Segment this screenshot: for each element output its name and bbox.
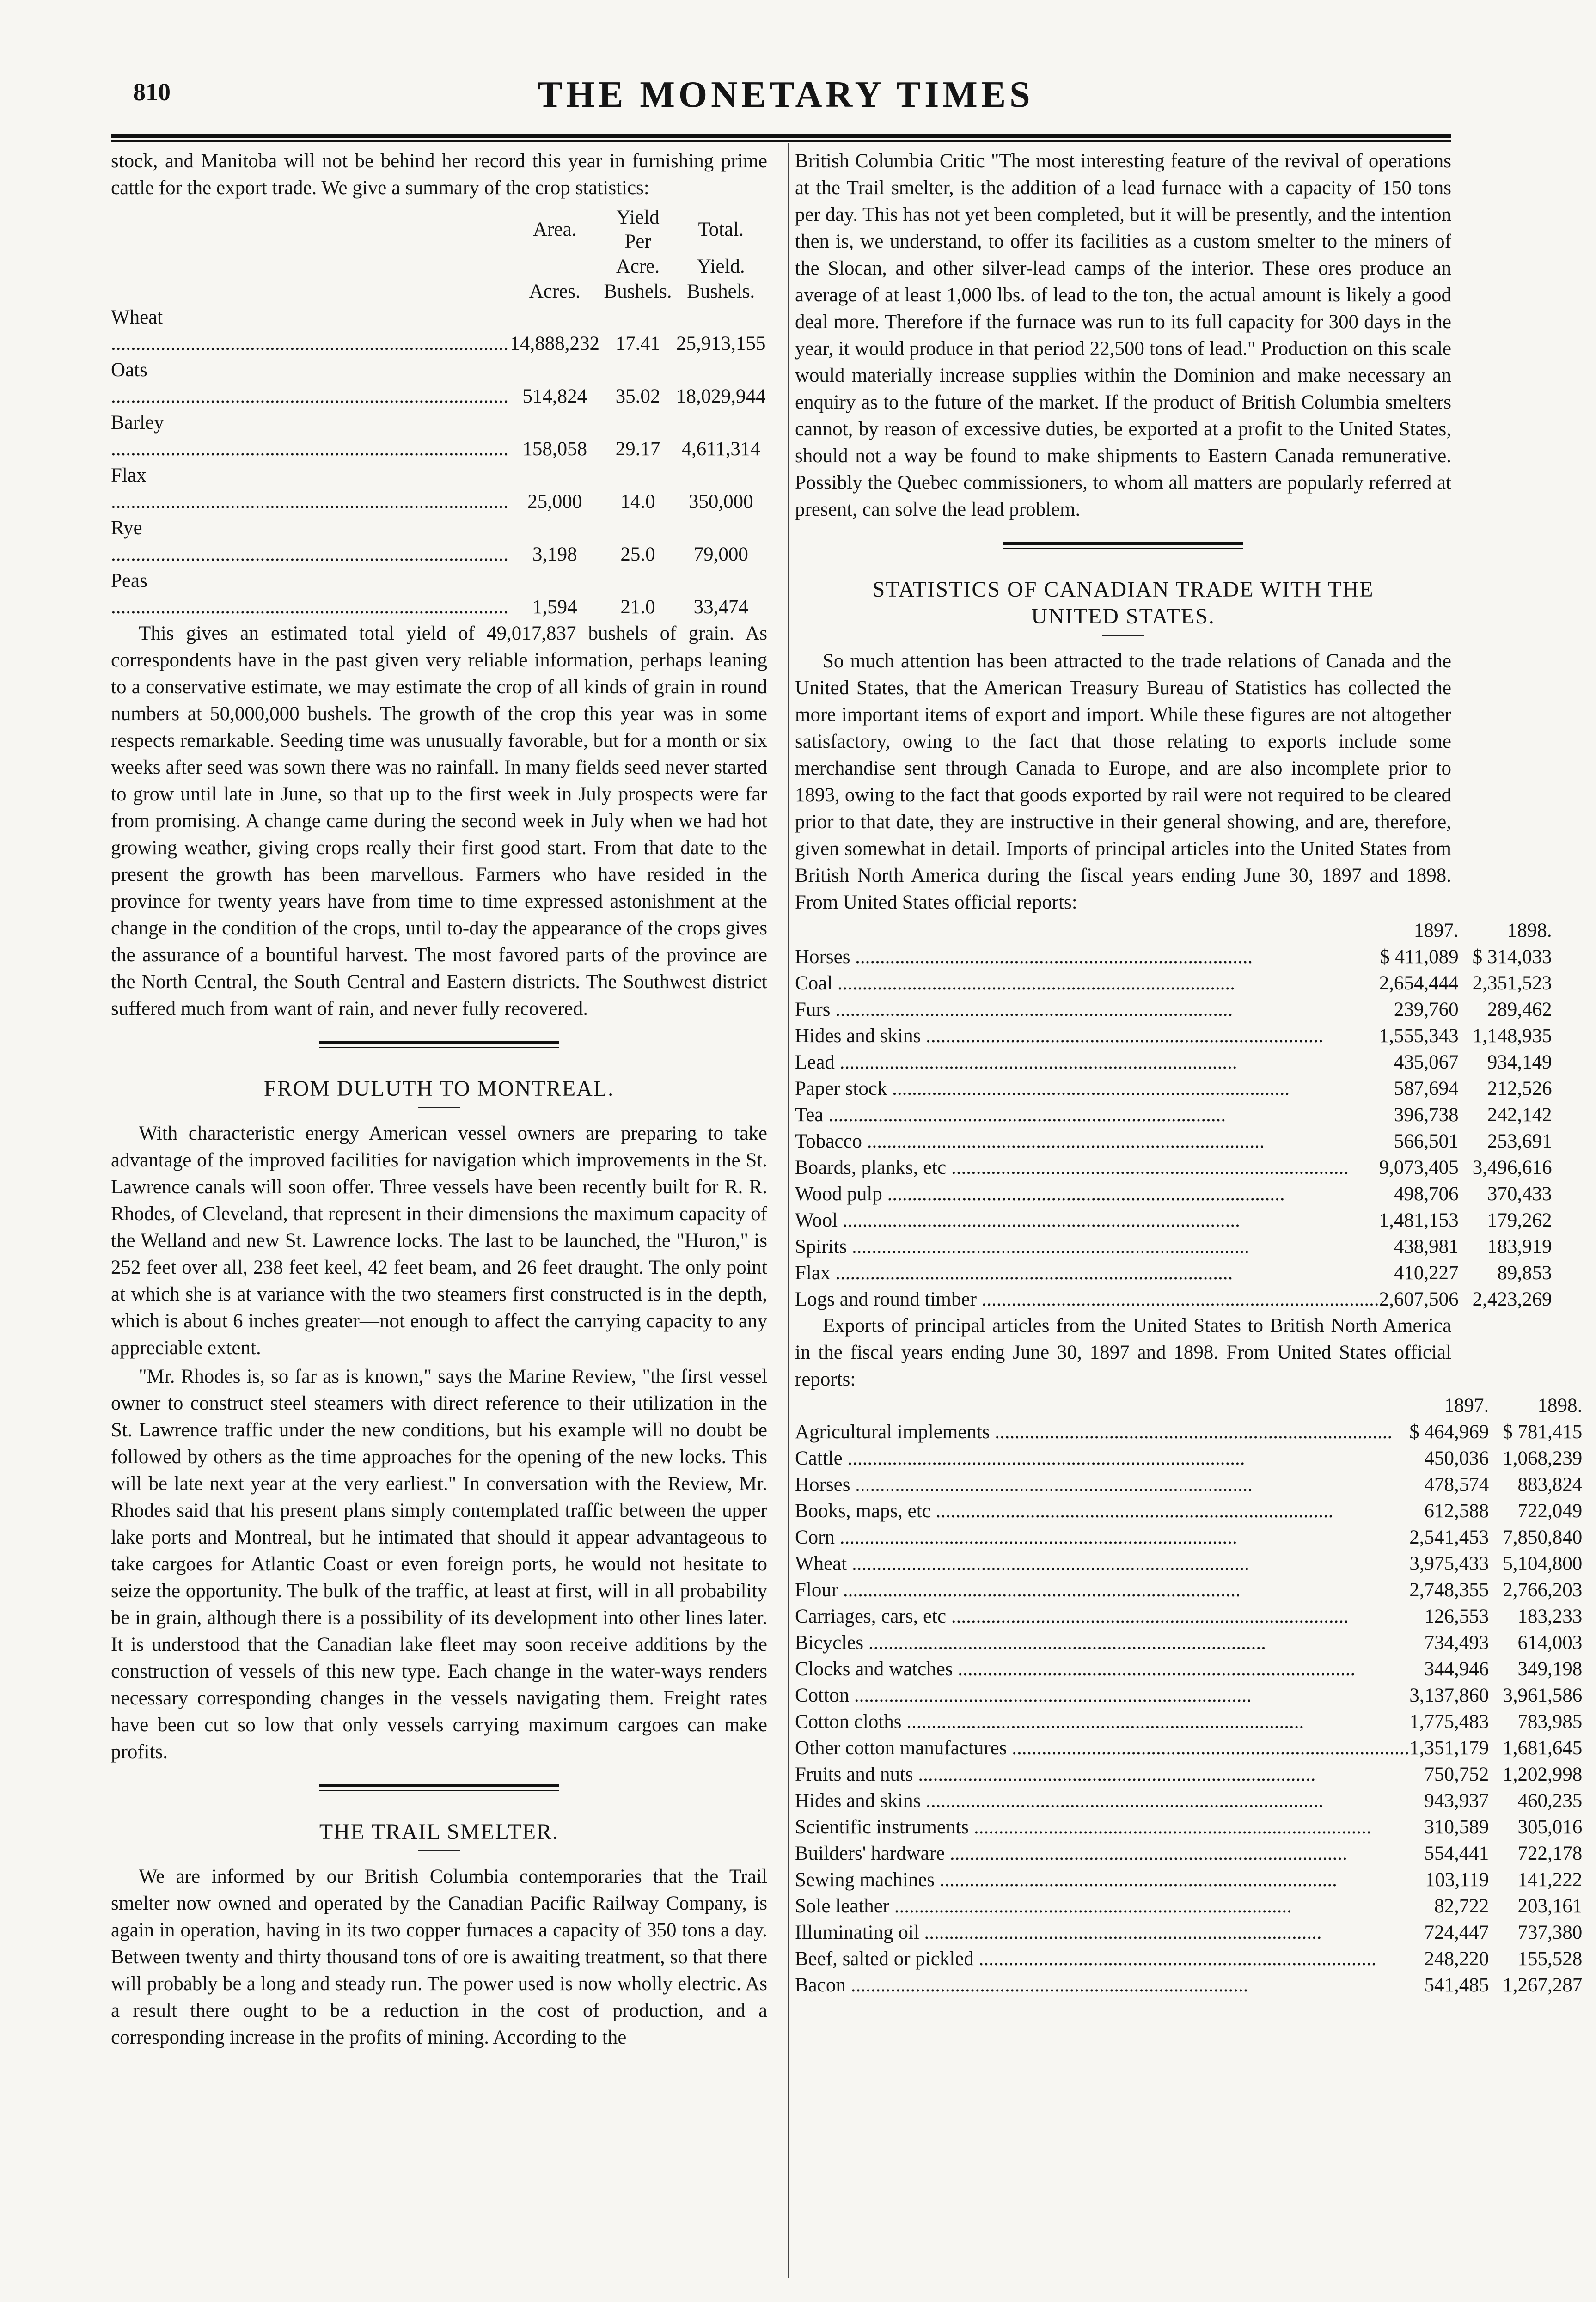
exports-value-1897: 554,441: [1424, 1843, 1489, 1864]
imports-value-1898: 1,148,935: [1472, 1025, 1552, 1047]
crop-name: Barley ................................................................................: [111, 412, 508, 460]
imports-row: [795, 1260, 1566, 1286]
exports-value-1898: 1,202,998: [1503, 1764, 1583, 1785]
heading-rule: [418, 1850, 460, 1851]
imports-row: [795, 996, 1566, 1023]
imports-header-row: [795, 918, 1566, 944]
imports-value-1897: 2,654,444: [1379, 972, 1459, 994]
imports-item: Wood pulp ................................................................................: [795, 1183, 1285, 1205]
exports-item: Cattle ................................................................................: [795, 1447, 1245, 1469]
exports-value-1898: 722,049: [1517, 1500, 1583, 1522]
exports-value-1898: 7,850,840: [1503, 1527, 1583, 1548]
crop-col-total: Total.: [698, 219, 744, 240]
exports-item: Cotton ................................................................................: [795, 1685, 1252, 1706]
exports-value-1898: 305,016: [1517, 1816, 1583, 1838]
exports-year-1897: 1897.: [1444, 1395, 1489, 1417]
crop-paragraph: This gives an estimated total yield of 49,017,837 bushels of grain. As correspondents have in the past given very reliable information, perhaps leaning to a conservative estimate, we may estimate the crop of all kinds of grain in round numbers at 50,000,000 bushels. The growth of the crop this year was in some respects remarkable. Seeding time was unusually favorable, but for a month or six weeks after seed was sown there was no rainfall. In many fields seed never started to grow until late in June, so that up to the first week in July prospects were far from promising. A change came during the second week in July when we had hot growing weather, giving crops really their first good start. From that date to the present the growth has been marvellous. Farmers who have resided in the province for twenty years have from time to time expressed astonishment at the change in the condition of the crops, until to-day the appearance of the crops gives the assurance of a bountiful harvest. The most favored parts of the province are the North Central, the South Central and Eastern districts. The Southwest district suffered much from want of rain, and never fully recovered.: [111, 623, 767, 1020]
crop-unit: Acres.: [529, 281, 581, 302]
imports-row: [795, 1154, 1566, 1181]
imports-item: Boards, planks, etc ................................................................................: [795, 1157, 1349, 1178]
imports-item: Wool ................................................................................: [795, 1209, 1240, 1231]
exports-row: [795, 1630, 1596, 1656]
trail-heading: THE TRAIL SMELTER.: [319, 1820, 559, 1844]
trail-continued-paragraph: British Columbia Critic "The most interesting feature of the revival of operations at the Trail smelter, is the addition of a lead furnace with a capacity of 150 tons per day. This has not yet been completed, but it will be presently, and the intention then is, we understand, to offer its facilities as a custom smelter to the miners of the Slocan, and other silver-lead camps of the interior. These ores produce an average of at least 1,000 lbs. of lead to the ton, the actual amount is likely a good deal more. Therefore if the furnace was run to its full capacity for 300 days in the year, it would produce in that period 22,500 tons of lead." Production on this scale would materially increase supplies within the Dominion and make necessary an enquiry as to the future of the market. If the product of British Columbia smelters cannot, by reason of excessive duties, be exported at a profit to the United States, should not a way be found to make shipments to Eastern Canada remunerative. Possibly the Quebec commissioners, to whom all matters are popularly referred at present, can solve the lead problem.: [795, 150, 1451, 520]
exports-item: Carriages, cars, etc ................................................................................: [795, 1606, 1349, 1627]
exports-row: [795, 1972, 1596, 1998]
right-column: [795, 148, 1583, 1998]
exports-item: Other cotton manufactures ................................................................................: [795, 1737, 1410, 1759]
exports-row: [795, 1761, 1596, 1788]
imports-value-1897: 438,981: [1394, 1236, 1459, 1258]
exports-value-1897: 103,119: [1425, 1869, 1489, 1891]
imports-row: [795, 1181, 1566, 1207]
duluth-heading: FROM DULUTH TO MONTREAL.: [263, 1076, 615, 1101]
imports-value-1898: 212,526: [1487, 1078, 1552, 1099]
crop-units-row: [111, 279, 767, 304]
statistics-paragraph: So much attention has been attracted to the trade relations of Canada and the United States, that the American Treasury Bureau of Statistics has collected the more important items of export and import. While these figures are not altogether satisfactory, owing to the fact that those relating to exports include some merchandise sent through Canada to Europe, and are also incomplete prior to 1893, owing to the fact that goods exported by rail were not required to be cleared prior to that date, they are instructive in their general showing, and are, therefore, given somewhat in detail. Imports of principal articles into the United States from British North America during the fiscal years ending June 30, 1897 and 1898. From United States official reports:: [795, 650, 1451, 913]
crop-name: Oats ................................................................................: [111, 359, 508, 407]
exports-row: [795, 1840, 1596, 1867]
exports-value-1898: 203,161: [1517, 1895, 1583, 1917]
crop-subheader: [508, 254, 601, 279]
imports-value-1898: $ 314,033: [1472, 946, 1552, 968]
imports-year-1897: 1897.: [1413, 920, 1459, 941]
crop-area: 1,594: [532, 596, 577, 618]
exports-row: [795, 1788, 1596, 1814]
imports-item: Furs ................................................................................: [795, 999, 1233, 1020]
exports-item: Builders' hardware ................................................................................: [795, 1843, 1347, 1864]
crop-subheader: Acre.: [616, 256, 660, 277]
crop-name: Peas ................................................................................: [111, 570, 508, 618]
imports-value-1898: 370,433: [1487, 1183, 1552, 1205]
imports-row: [795, 1023, 1566, 1049]
heading-rule: [1102, 635, 1144, 636]
crop-header-row: [111, 205, 767, 254]
exports-value-1898: 614,003: [1517, 1632, 1583, 1654]
crop-name: Wheat ................................................................................: [111, 306, 508, 354]
exports-item: Corn ................................................................................: [795, 1527, 1237, 1548]
crop-col-area: Area.: [533, 219, 577, 240]
exports-value-1897: 82,722: [1434, 1895, 1489, 1917]
exports-value-1898: 883,824: [1517, 1474, 1583, 1496]
crop-row: [111, 462, 767, 515]
imports-row: [795, 944, 1566, 970]
imports-value-1897: 1,481,153: [1379, 1209, 1459, 1231]
exports-value-1898: 5,104,800: [1503, 1553, 1583, 1575]
left-column: [111, 148, 767, 2051]
crop-area: 514,824: [522, 385, 587, 407]
imports-item: Spirits ................................................................................: [795, 1236, 1250, 1258]
exports-value-1897: 310,589: [1424, 1816, 1489, 1838]
imports-value-1897: 396,738: [1394, 1104, 1459, 1126]
crop-subheader: Yield.: [697, 256, 745, 277]
exports-item: Sewing machines ................................................................................: [795, 1869, 1337, 1891]
crop-area: 158,058: [522, 438, 587, 460]
crop-col-yield: Yield Per: [616, 207, 660, 252]
imports-value-1897: 587,694: [1394, 1078, 1459, 1099]
imports-value-1897: 566,501: [1394, 1130, 1459, 1152]
imports-value-1898: 89,853: [1497, 1262, 1552, 1284]
imports-value-1897: 2,607,506: [1379, 1288, 1459, 1310]
crop-yield: 17.41: [615, 333, 660, 354]
intro-paragraph: stock, and Manitoba will not be behind her record this year in furnishing prime cattle for the export trade. We give a summary of the crop statistics:: [111, 150, 767, 199]
exports-item: Wheat ................................................................................: [795, 1553, 1249, 1575]
crop-total: 350,000: [688, 491, 753, 513]
imports-row: [795, 1233, 1566, 1260]
crop-area: 3,198: [532, 543, 577, 565]
exports-item: Sole leather ................................................................................: [795, 1895, 1292, 1917]
header-rule-thin: [111, 140, 1451, 142]
crop-row: [111, 304, 767, 357]
exports-row: [795, 1472, 1596, 1498]
imports-item: Tea ................................................................................: [795, 1104, 1226, 1126]
crop-row: [111, 515, 767, 568]
exports-item: Scientific instruments ................................................................................: [795, 1816, 1371, 1838]
page-number: 810: [133, 78, 171, 106]
exports-value-1897: 541,485: [1424, 1974, 1489, 1996]
imports-value-1897: 9,073,405: [1379, 1157, 1459, 1178]
exports-row: [795, 1893, 1596, 1919]
crop-yield: 35.02: [615, 385, 660, 407]
imports-item: Hides and skins ................................................................................: [795, 1025, 1324, 1047]
header-rule: [111, 134, 1451, 138]
exports-row: [795, 1577, 1596, 1603]
imports-item: Lead ................................................................................: [795, 1051, 1237, 1073]
crop-total: 79,000: [693, 543, 748, 565]
crop-total: 25,913,155: [676, 333, 766, 354]
exports-value-1897: 612,588: [1424, 1500, 1489, 1522]
crop-header-row-2: [111, 254, 767, 279]
exports-table: [795, 1393, 1596, 1998]
crop-yield: 25.0: [620, 543, 655, 565]
imports-table: [795, 918, 1566, 1313]
crop-total: 33,474: [693, 596, 748, 618]
exports-value-1897: 478,574: [1424, 1474, 1489, 1496]
crop-row: [111, 357, 767, 409]
imports-value-1897: 435,067: [1394, 1051, 1459, 1073]
imports-row: [795, 1075, 1566, 1102]
imports-value-1898: 179,262: [1487, 1209, 1552, 1231]
imports-value-1898: 3,496,616: [1472, 1157, 1552, 1178]
exports-value-1897: 450,036: [1424, 1447, 1489, 1469]
section-separator: [319, 1041, 559, 1048]
exports-value-1898: 3,961,586: [1503, 1685, 1583, 1706]
exports-value-1898: 1,681,645: [1503, 1737, 1583, 1759]
exports-value-1898: 1,267,287: [1503, 1974, 1583, 1996]
exports-item: Fruits and nuts ................................................................................: [795, 1764, 1316, 1785]
exports-row: [795, 1919, 1596, 1946]
exports-value-1897: 3,975,433: [1409, 1553, 1489, 1575]
imports-value-1897: 1,555,343: [1379, 1025, 1459, 1047]
exports-item: Bacon ................................................................................: [795, 1974, 1248, 1996]
exports-header-row: [795, 1393, 1596, 1419]
imports-item: Logs and round timber ................................................................................: [795, 1288, 1379, 1310]
exports-value-1898: $ 781,415: [1503, 1421, 1583, 1443]
exports-row: [795, 1867, 1596, 1893]
crop-row: [111, 409, 767, 462]
exports-row: [795, 1656, 1596, 1682]
exports-row: [795, 1946, 1596, 1972]
exports-value-1897: $ 464,969: [1409, 1421, 1489, 1443]
imports-value-1898: 934,149: [1487, 1051, 1552, 1073]
exports-row: [795, 1445, 1596, 1472]
section-separator: [1003, 542, 1243, 549]
exports-row: [795, 1603, 1596, 1630]
crop-yield: 14.0: [620, 491, 655, 513]
exports-value-1897: 248,220: [1424, 1948, 1489, 1970]
imports-value-1897: 410,227: [1394, 1262, 1459, 1284]
imports-item: Flax ................................................................................: [795, 1262, 1233, 1284]
crop-name: Rye ................................................................................: [111, 517, 508, 565]
crop-area: 25,000: [527, 491, 582, 513]
exports-value-1897: 2,541,453: [1409, 1527, 1489, 1548]
exports-value-1898: 2,766,203: [1503, 1579, 1583, 1601]
imports-row: [795, 1207, 1566, 1233]
exports-row: [795, 1551, 1596, 1577]
statistics-heading-line-2: UNITED STATES.: [1031, 604, 1215, 629]
exports-item: Horses ................................................................................: [795, 1474, 1253, 1496]
exports-value-1898: 141,222: [1517, 1869, 1583, 1891]
imports-value-1898: 242,142: [1487, 1104, 1552, 1126]
exports-value-1897: 344,946: [1424, 1658, 1489, 1680]
exports-value-1898: 722,178: [1517, 1843, 1583, 1864]
exports-value-1897: 3,137,860: [1409, 1685, 1489, 1706]
exports-item: Bicycles ................................................................................: [795, 1632, 1266, 1654]
exports-item: Books, maps, etc ................................................................................: [795, 1500, 1333, 1522]
crop-statistics-table: [111, 205, 767, 620]
exports-item: Agricultural implements ................................................................................: [795, 1421, 1393, 1443]
exports-value-1897: 2,748,355: [1409, 1579, 1489, 1601]
imports-item: Coal ................................................................................: [795, 972, 1235, 994]
exports-value-1898: 183,233: [1517, 1606, 1583, 1627]
exports-item: Beef, salted or pickled ................................................................................: [795, 1948, 1376, 1970]
crop-total: 18,029,944: [676, 385, 766, 407]
exports-value-1897: 750,752: [1424, 1764, 1489, 1785]
exports-row: [795, 1814, 1596, 1840]
imports-value-1897: 498,706: [1394, 1183, 1459, 1205]
exports-item: Flour ................................................................................: [795, 1579, 1241, 1601]
exports-item: Clocks and watches ................................................................................: [795, 1658, 1356, 1680]
imports-row: [795, 1049, 1566, 1075]
exports-row: [795, 1419, 1596, 1445]
crop-total: 4,611,314: [681, 438, 760, 460]
exports-value-1898: 155,528: [1517, 1948, 1583, 1970]
crop-area: 14,888,232: [510, 333, 600, 354]
imports-item: Horses ................................................................................: [795, 946, 1253, 968]
exports-value-1898: 1,068,239: [1503, 1447, 1583, 1469]
masthead-title: THE MONETARY TIMES: [538, 74, 1034, 115]
crop-yield: 21.0: [620, 596, 655, 618]
crop-name: Flax ................................................................................: [111, 464, 508, 513]
imports-row: [795, 970, 1566, 996]
crop-unit: Bushels.: [687, 281, 755, 302]
statistics-heading: STATISTICS OF CANADIAN TRADE WITH THE: [872, 577, 1374, 602]
duluth-paragraph-2: "Mr. Rhodes is, so far as is known," says the Marine Review, "the first vessel owner to construct steel steamers with direct reference to their utilization in the St. Lawrence traffic under the new conditions, but his example will no doubt be followed by others as the time approaches for the opening of the new locks. This will be late next year at the very earliest." In conversation with the Review, Mr. Rhodes said that his present plans simply contemplated traffic between the upper lake ports and Montreal, but he intimated that should it appear advantageous to take cargoes for Atlantic Coast or even foreign ports, he would not hesitate to seize the opportunity. The bulk of the traffic, at least at first, will in all probability be in grain, although there is a possibility of its development into other lines later. It is understood that the Canadian lake fleet may soon receive additions by the construction of vessels of this new type. Each change in the water-ways renders necessary corresponding changes in the vessels navigating them. Freight rates have been cut so low that only vessels carrying maximum cargoes can make profits.: [111, 1366, 767, 1763]
exports-value-1898: 460,235: [1517, 1790, 1583, 1812]
duluth-paragraph-1: With characteristic energy American vessel owners are preparing to take advantage of the improved facilities for navigation which improvements in the St. Lawrence canals will soon offer. Three vessels have been recently built for R. R. Rhodes, of Cleveland, that represent in their dimensions the maximum capacity of the Welland and new St. Lawrence locks. The last to be launched, the "Huron," is 252 feet over all, 238 feet keel, 42 feet beam, and 26 feet draught. The only point at which she is at variance with the two steamers first constructed is in the depth, which is about 6 inches greater—not enough to affect the carrying capacity to any appreciable extent.: [111, 1123, 767, 1359]
exports-value-1897: 126,553: [1424, 1606, 1489, 1627]
exports-value-1898: 349,198: [1517, 1658, 1583, 1680]
imports-value-1898: 2,351,523: [1472, 972, 1552, 994]
trail-paragraph: We are informed by our British Columbia contemporaries that the Trail smelter now owned and operated by the Canadian Pacific Railway Company, is again in operation, having in its two copper furnaces a capacity of 350 tons a day. Between twenty and thirty thousand tons of ore is awaiting treatment, so that there will probably be a long and steady run. The power used is now wholly electric. As a result there ought to be a reduction in the cost of production, and a corresponding increase in the profits of mining. According to the: [111, 1866, 767, 2048]
exports-row: [795, 1524, 1596, 1551]
crop-unit: Bushels.: [604, 281, 672, 302]
crop-row: [111, 568, 767, 620]
exports-row: [795, 1735, 1596, 1761]
imports-value-1897: 239,760: [1394, 999, 1459, 1020]
exports-item: Hides and skins ................................................................................: [795, 1790, 1324, 1812]
crop-yield: 29.17: [615, 438, 660, 460]
exports-row: [795, 1498, 1596, 1524]
heading-rule: [418, 1107, 460, 1108]
exports-item: Illuminating oil ................................................................................: [795, 1922, 1322, 1943]
exports-value-1897: 943,937: [1424, 1790, 1489, 1812]
imports-value-1898: 183,919: [1487, 1236, 1552, 1258]
imports-row: [795, 1102, 1566, 1128]
exports-value-1897: 1,351,179: [1409, 1737, 1489, 1759]
imports-row: [795, 1286, 1566, 1313]
imports-row: [795, 1128, 1566, 1154]
exports-year-1898: 1898.: [1537, 1395, 1583, 1417]
imports-value-1898: 289,462: [1487, 999, 1552, 1020]
imports-value-1898: 253,691: [1487, 1130, 1552, 1152]
exports-row: [795, 1709, 1596, 1735]
exports-value-1898: 783,985: [1517, 1711, 1583, 1733]
exports-value-1897: 724,447: [1424, 1922, 1489, 1943]
exports-item: Cotton cloths ................................................................................: [795, 1711, 1304, 1733]
imports-value-1898: 2,423,269: [1472, 1288, 1552, 1310]
exports-value-1897: 734,493: [1424, 1632, 1489, 1654]
exports-value-1898: 737,380: [1517, 1922, 1583, 1943]
exports-value-1897: 1,775,483: [1409, 1711, 1489, 1733]
imports-item: Tobacco ................................................................................: [795, 1130, 1265, 1152]
exports-paragraph: Exports of principal articles from the United States to British North America in the fiscal years ending June 30, 1897 and 1898. From United States official reports:: [795, 1315, 1451, 1390]
exports-row: [795, 1682, 1596, 1709]
imports-item: Paper stock ................................................................................: [795, 1078, 1290, 1099]
section-separator: [319, 1784, 559, 1791]
imports-value-1897: $ 411,089: [1380, 946, 1459, 968]
column-divider: [788, 143, 789, 2278]
imports-year-1898: 1898.: [1507, 920, 1552, 941]
